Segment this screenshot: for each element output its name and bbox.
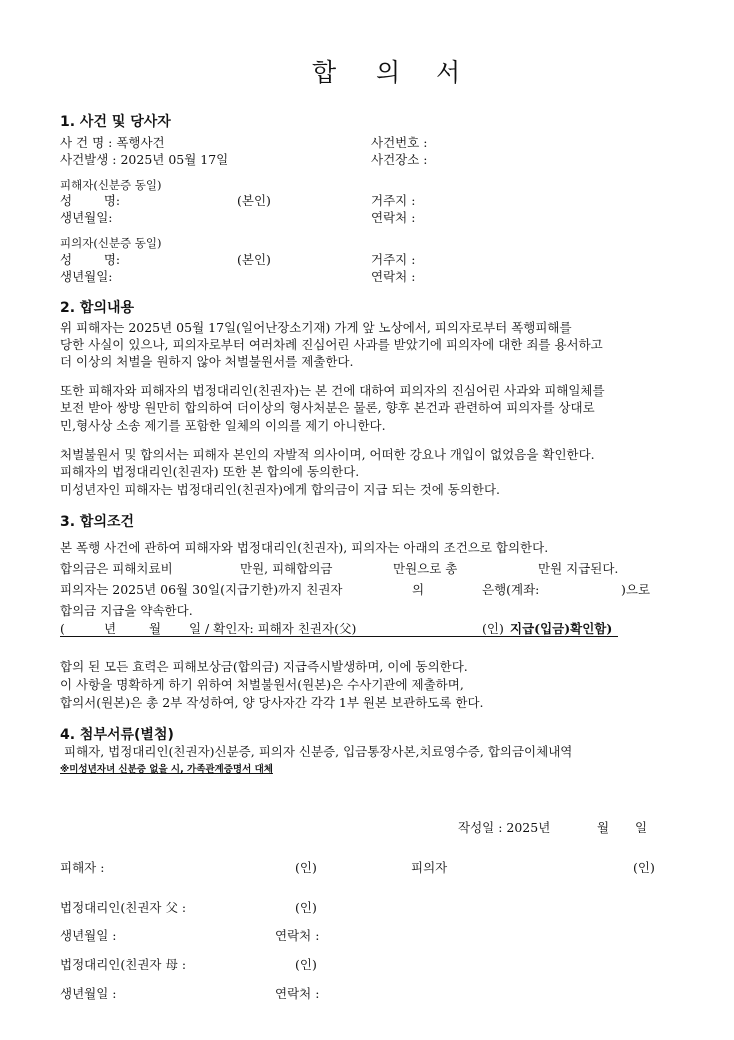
document-title-char-1: 합 [312,58,337,87]
sign-father-phone-label: 연락처 : [275,928,320,943]
payment-bank: 은행(계좌: [482,582,540,597]
confirm-underline [60,636,618,637]
payment-deadline: 피의자는 2025년 06월 30일(지급기한)까지 친권자 [60,582,343,597]
case-name: 사 건 명 : 폭행사건 [60,135,165,150]
sign-father-birth-label: 생년월일 : [60,928,117,943]
confirm-year: 년 [104,621,117,636]
case-number-label: 사건번호 : [371,135,428,150]
sign-mother-birth-label: 생년월일 : [60,986,117,1001]
case-date: 사건발생 : 2025년 05월 17일 [60,152,229,167]
suspect-birth-label: 생년월일: [60,269,113,284]
sign-suspect-seal: (인) [633,860,655,875]
payment-account-close: )으로 [621,582,651,597]
agreement-p2-line1: 또한 피해자와 피해자의 법정대리인(친권자)는 본 건에 대하여 피의자의 진심어린 사과와 피해일체를 [60,383,605,398]
sign-mother-phone-label: 연락처 : [275,986,320,1001]
victim-address-label: 거주지 : [371,193,416,208]
section-4-heading: 4. 첨부서류(별첨) [60,727,174,743]
sign-father-label: 법정대리인(친권자 父 : [60,900,187,915]
agreement-p3-line3: 미성년자인 피해자는 법정대리인(친권자)에게 합의금이 지급 되는 것에 동의한다. [60,482,501,497]
settlement-amount-paid: 만원 지급된다. [538,561,619,576]
section-1-heading: 1. 사건 및 당사자 [60,114,171,130]
written-date-month: 월 [597,820,610,835]
victim-phone-label: 연락처 : [371,210,416,225]
attachments-note: ※미성년자녀 신분증 없을 시, 가족관계증명서 대체 [60,764,273,775]
agreement-p2-line2: 보전 받아 쌍방 원만히 합의하여 더이상의 형사처분은 물론, 향후 본건과 관련하여 피의자를 상대로 [60,400,595,415]
agreement-p3-line2: 피해자의 법정대리인(친권자) 또한 본 합의에 동의한다. [60,464,360,479]
section-3-heading: 3. 합의조건 [60,514,135,530]
agreement-p1-line3: 더 이상의 처벌을 원하지 않아 처벌불원서를 제출한다. [60,354,354,369]
sign-mother-seal: (인) [295,957,317,972]
agreement-p1-line2: 당한 사실이 있으나, 피의자로부터 여러차례 진심어린 사과를 받았기에 피의자에 대한 죄를 용서하고 [60,337,603,352]
suspect-name-label: 성 명: [60,252,121,267]
agreement-p2-line3: 민,형사상 소송 제기를 포함한 일체의 이의를 제기 아니한다. [60,418,386,433]
payment-of: 의 [412,582,425,597]
sign-victim-label: 피해자 : [60,860,105,875]
document-title-char-3: 서 [436,58,461,87]
effect-line3: 합의서(원본)은 총 2부 작성하여, 양 당사자간 각각 1부 원본 보관하도록 한다. [60,695,484,710]
effect-line2: 이 사항을 명확하게 하기 위하여 처벌불원서(원본)은 수사기관에 제출하며, [60,677,464,692]
sign-father-seal: (인) [295,900,317,915]
conditions-intro: 본 폭행 사건에 관하여 피해자와 법정대리인(친권자), 피의자는 아래의 조건으로 합의한다. [60,540,549,555]
confirm-month: 월 [149,621,162,636]
effect-line1: 합의 된 모든 효력은 피해보상금(합의금) 지급즉시발생하며, 이에 동의한다. [60,659,468,674]
confirm-day-confirmer: 일 / 확인자: 피해자 친권자(父) [189,621,357,636]
sign-victim-seal: (인) [295,860,317,875]
victim-heading: 피해자(신분증 동일) [60,178,162,192]
suspect-phone-label: 연락처 : [371,269,416,284]
suspect-address-label: 거주지 : [371,252,416,267]
settlement-amount-total: 만원으로 총 [393,561,458,576]
victim-name-label: 성 명: [60,193,121,208]
section-2-heading: 2. 합의내용 [60,300,135,316]
agreement-p3-line1: 처벌불원서 및 합의서는 피해자 본인의 자발적 의사이며, 어떠한 강요나 개입이 없었음을 확인한다. [60,447,595,462]
settlement-amount-damage: 만원, 피해합의금 [240,561,333,576]
suspect-heading: 피의자(신분증 동일) [60,236,162,250]
case-place-label: 사건장소 : [371,152,428,167]
attachments-list: 피해자, 법정대리인(친권자)신분증, 피의자 신분증, 입금통장사본,치료영수증, 합의금이체내역 [64,744,573,759]
suspect-self-label: (본인) [237,252,271,267]
payment-promise: 합의금 지급을 약속한다. [60,603,193,618]
sign-suspect-label: 피의자 [411,860,448,875]
confirm-seal: (인) [482,621,504,636]
victim-birth-label: 생년월일: [60,210,113,225]
agreement-p1-line1: 위 피해자는 2025년 05월 17일(일어난장소기재) 가게 앞 노상에서, 피의자로부터 폭행피해를 [60,320,572,335]
settlement-amount-label: 합의금은 피해치료비 [60,561,173,576]
victim-self-label: (본인) [237,193,271,208]
confirm-open-paren: ( [60,621,65,636]
sign-mother-label: 법정대리인(친권자 母 : [60,957,187,972]
document-title-char-2: 의 [376,58,401,87]
written-date-day: 일 [635,820,648,835]
written-date-label: 작성일 : 2025년 [458,820,551,835]
confirm-payment-received: 지급(입금)확인함) [510,621,613,636]
